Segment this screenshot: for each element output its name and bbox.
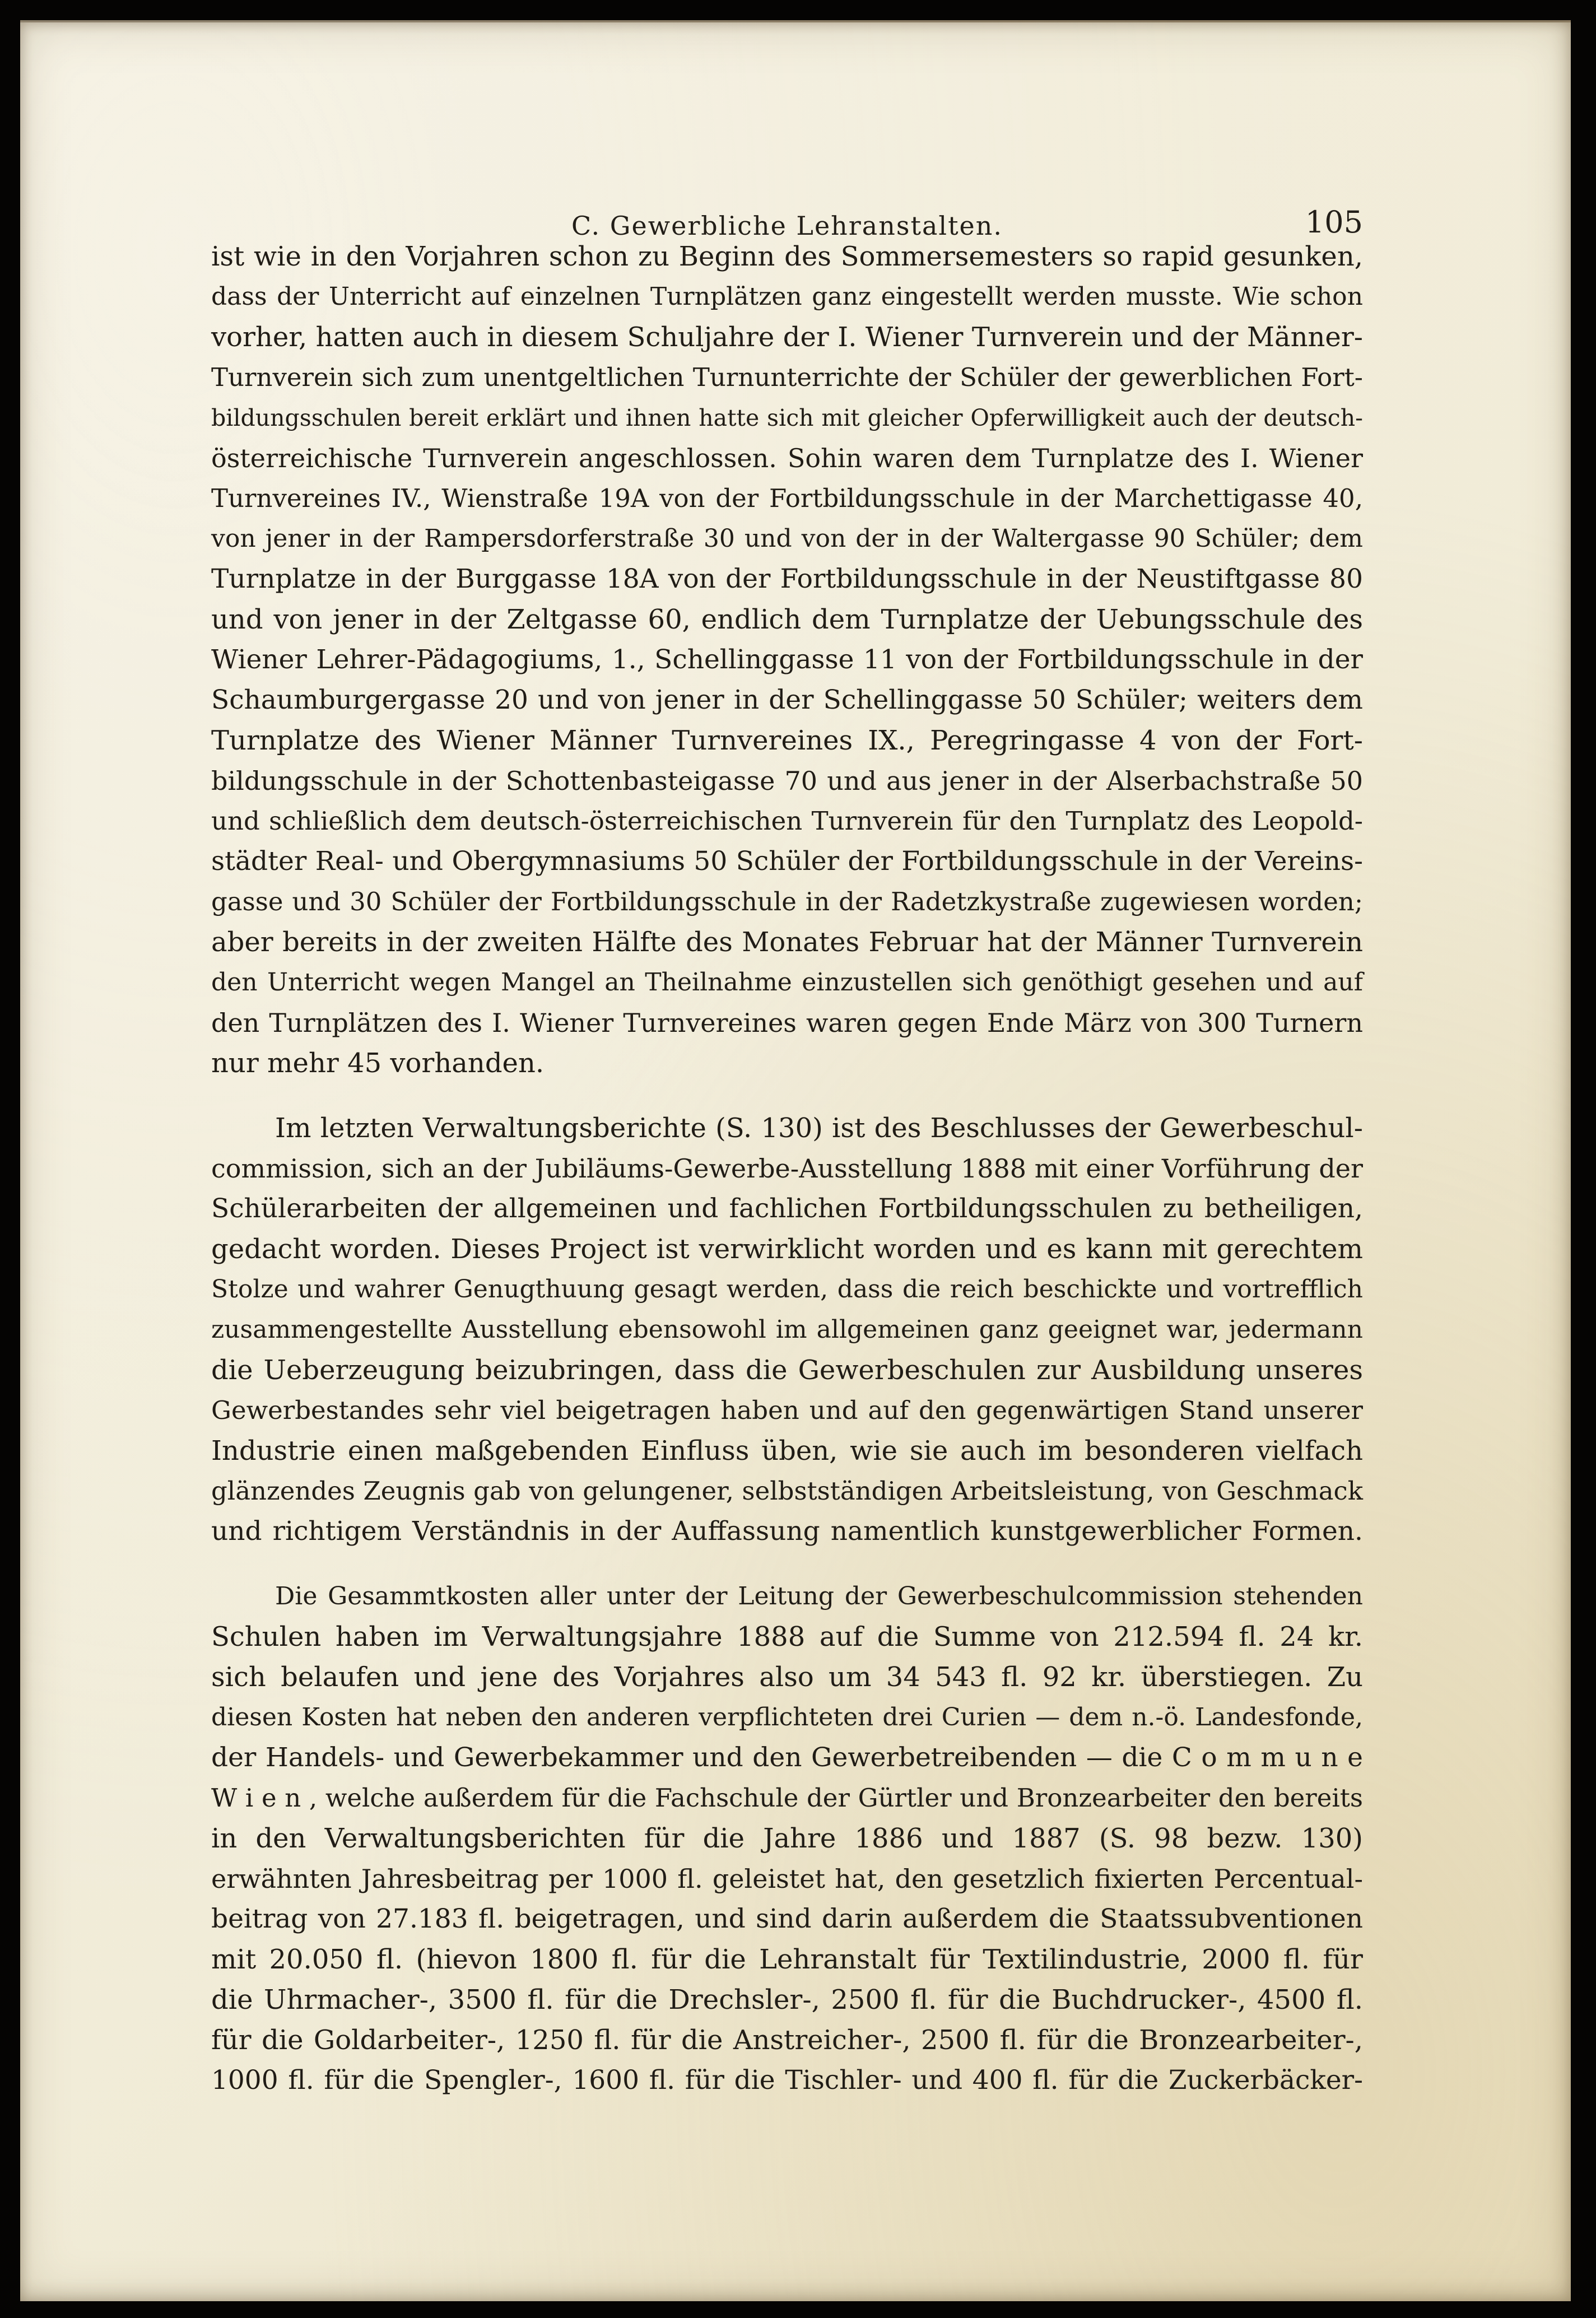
text-line: erwähnten Jahresbeitrag per 1000 fl. geleistet hat, den gesetzlich fixierten Percentual- xyxy=(211,1864,1363,1894)
text-line: österreichische Turnverein angeschlossen. Sohin waren dem Turnplatze des I. Wiener xyxy=(211,443,1363,473)
text-line: Industrie einen maßgebenden Einfluss üben, wie sie auch im besonderen vielfach xyxy=(211,1435,1363,1467)
text-line: die Uhrmacher-, 3500 fl. für die Drechsler-, 2500 fl. für die Buchdrucker-, 4500 fl. xyxy=(211,1984,1363,2016)
text-line: Stolze und wahrer Genugthuung gesagt werden, dass die reich beschickte und vortrefflich xyxy=(211,1275,1363,1304)
text-line: Die Gesammtkosten aller unter der Leitung der Gewerbeschulcommission stehenden xyxy=(275,1582,1363,1611)
page-number: 105 xyxy=(1305,204,1363,240)
text-line: in den Verwaltungsberichten für die Jahre 1886 und 1887 (S. 98 bezw. 130) xyxy=(211,1823,1363,1854)
paragraph xyxy=(211,1576,1363,2101)
text-line: commission, sich an der Jubiläums-Gewerbe-Ausstellung 1888 mit einer Vorführung der xyxy=(211,1153,1363,1184)
book-page xyxy=(20,20,1571,2301)
text-line: diesen Kosten hat neben den anderen verpflichteten drei Curien — dem n.-ö. Landesfonde, xyxy=(211,1703,1363,1731)
text-line: und richtigem Verständnis in der Auffassung namentlich kunstgewerblicher Formen. xyxy=(211,1516,1363,1547)
text-line: ist wie in den Vorjahren schon zu Beginn des Sommersemesters so rapid gesunken, xyxy=(211,241,1363,272)
text-line: und schließlich dem deutsch-österreichischen Turnverein für den Turnplatz des Leopold- xyxy=(211,806,1363,836)
text-line: den Turnplätzen des I. Wiener Turnvereines waren gegen Ende März von 300 Turnern xyxy=(211,1008,1363,1038)
text-line: Gewerbestandes sehr viel beigetragen haben und auf den gegenwärtigen Stand unserer xyxy=(211,1395,1363,1425)
paragraph xyxy=(211,236,1363,1083)
text-line: bildungsschule in der Schottenbasteigasse 70 und aus jener in der Alserbachstraße 50 xyxy=(211,766,1363,796)
text-line: W i e n , welche außerdem für die Fachschule der Gürtler und Bronzearbeiter den bereits xyxy=(211,1783,1363,1813)
text-line: mit 20.050 fl. (hievon 1800 fl. für die Lehranstalt für Textilindustrie, 2000 fl. für xyxy=(211,1944,1363,1975)
text-line: städter Real- und Obergymnasiums 50 Schüler der Fortbildungsschule in der Vereins- xyxy=(211,846,1363,877)
text-line: Wiener Lehrer-Pädagogiums, 1., Schellinggasse 11 von der Fortbildungsschule in der xyxy=(211,644,1363,675)
text-line: nur mehr 45 vorhanden. xyxy=(211,1048,545,1079)
text-line: 1000 fl. für die Spengler-, 1600 fl. für die Tischler- und 400 fl. für die Zuckerbäcker- xyxy=(211,2065,1363,2096)
text-line: beitrag von 27.183 fl. beigetragen, und sind darin außerdem die Staatssubventionen xyxy=(211,1903,1363,1934)
text-line: Schulen haben im Verwaltungsjahre 1888 auf die Summe von 212.594 fl. 24 kr. xyxy=(211,1621,1363,1653)
text-line: vorher, hatten auch in diesem Schuljahre der I. Wiener Turnverein und der Männer- xyxy=(211,322,1363,353)
text-column xyxy=(211,236,1363,2101)
text-line: Turnverein sich zum unentgeltlichen Turnunterrichte der Schüler der gewerblichen Fort- xyxy=(211,362,1363,392)
text-line: und von jener in der Zeltgasse 60, endlich dem Turnplatze der Uebungsschule des xyxy=(211,604,1363,635)
text-line: aber bereits in der zweiten Hälfte des Monates Februar hat der Männer Turnverein xyxy=(211,927,1363,958)
page-header-title: C. Gewerbliche Lehranstalten. xyxy=(571,211,1003,241)
text-line: sich belaufen und jene des Vorjahres also um 34 543 fl. 92 kr. überstiegen. Zu xyxy=(211,1661,1363,1693)
text-line: dass der Unterricht auf einzelnen Turnplätzen ganz eingestellt werden musste. Wie schon xyxy=(211,282,1363,311)
text-line: zusammengestellte Ausstellung ebensowohl im allgemeinen ganz geeignet war, jedermann xyxy=(211,1315,1363,1344)
paragraph xyxy=(211,1108,1363,1552)
text-line: bildungsschulen bereit erklärt und ihnen hatte sich mit gleicher Opferwilligkeit auch der deutsch- xyxy=(211,404,1363,431)
text-line: gedacht worden. Dieses Project ist verwirklicht worden und es kann mit gerechtem xyxy=(211,1234,1363,1265)
text-line: für die Goldarbeiter-, 1250 fl. für die Anstreicher-, 2500 fl. für die Bronzearbeiter-, xyxy=(211,2024,1363,2056)
text-line: der Handels- und Gewerbekammer und den Gewerbetreibenden — die C o m m u n e xyxy=(211,1742,1363,1773)
text-line: Schülerarbeiten der allgemeinen und fachlichen Fortbildungsschulen zu betheiligen, xyxy=(211,1193,1363,1224)
text-line: Schaumburgergasse 20 und von jener in der Schellinggasse 50 Schüler; weiters dem xyxy=(211,685,1363,715)
text-line: Turnplatze in der Burggasse 18A von der Fortbildungsschule in der Neustiftgasse 80 xyxy=(211,564,1363,594)
text-line: Turnplatze des Wiener Männer Turnvereines IX., Peregringasse 4 von der Fort- xyxy=(211,725,1363,756)
text-line: von jener in der Rampersdorferstraße 30 und von der in der Waltergasse 90 Schüler; dem xyxy=(211,524,1363,553)
text-line: die Ueberzeugung beizubringen, dass die Gewerbeschulen zur Ausbildung unseres xyxy=(211,1355,1363,1386)
text-line: gasse und 30 Schüler der Fortbildungsschule in der Radetzkystraße zugewiesen worden; xyxy=(211,887,1363,916)
text-line: den Unterricht wegen Mangel an Theilnahme einzustellen sich genöthigt gesehen und auf xyxy=(211,968,1363,997)
text-line: Im letzten Verwaltungsberichte (S. 130) ist des Beschlusses der Gewerbeschul- xyxy=(275,1113,1363,1144)
text-line: Turnvereines IV., Wienstraße 19A von der Fortbildungsschule in der Marchettigasse 40, xyxy=(211,483,1363,513)
text-line: glänzendes Zeugnis gab von gelungener, selbstständigen Arbeitsleistung, von Geschmack xyxy=(211,1476,1363,1506)
